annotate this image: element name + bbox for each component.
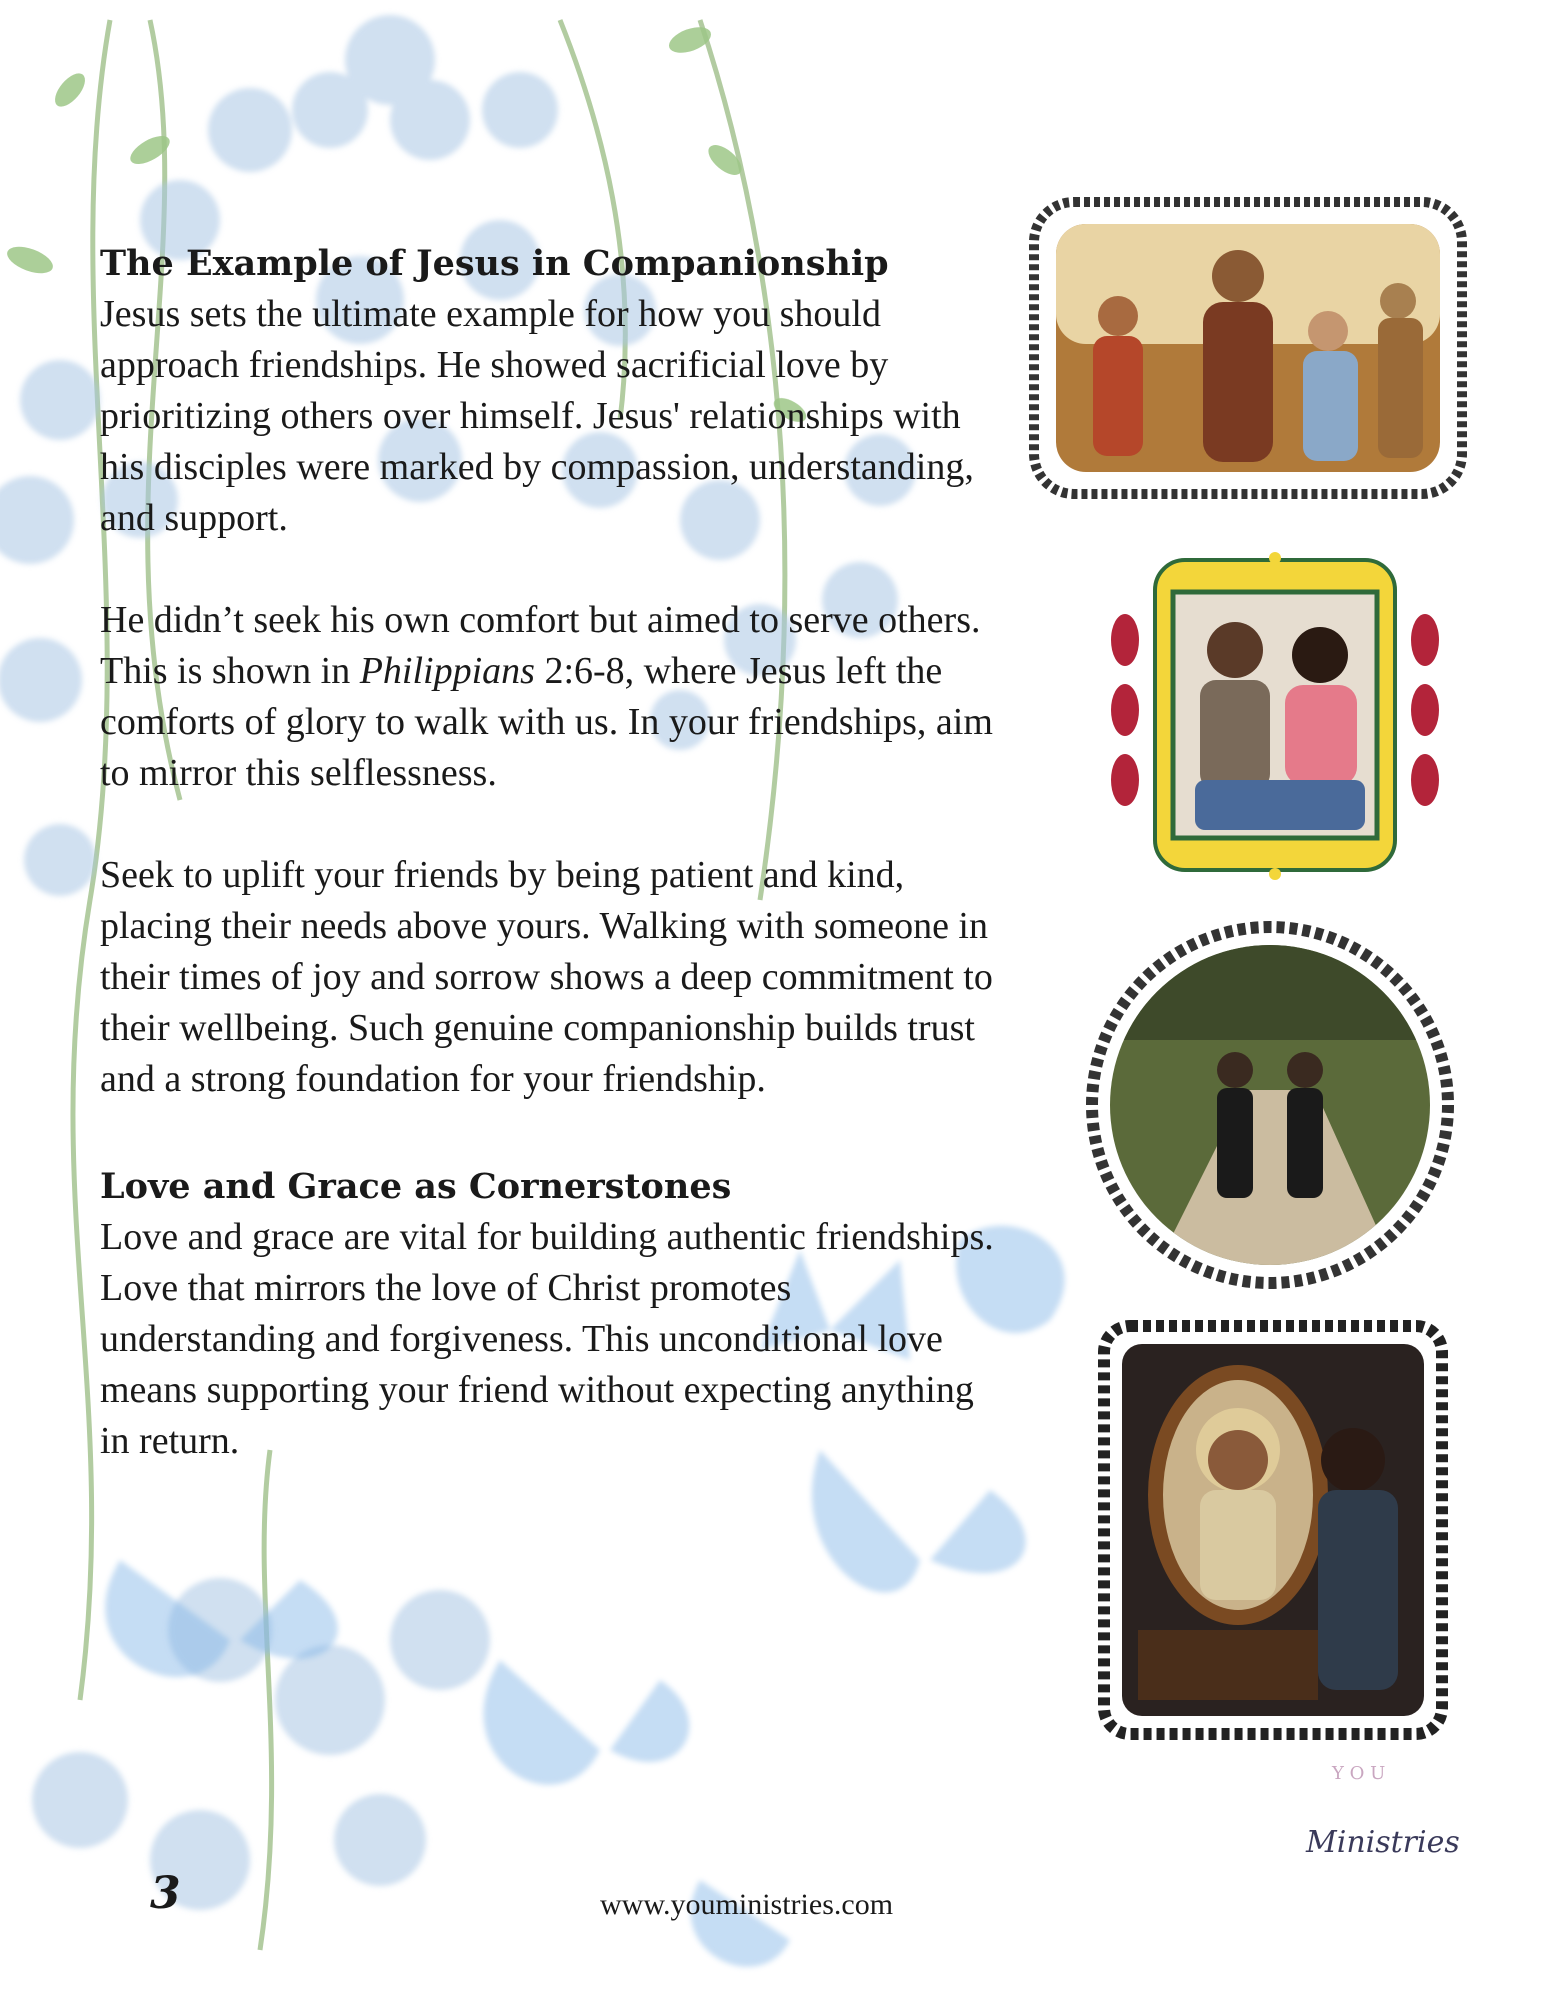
article-body (100, 238, 1000, 1467)
section-heading-jesus-example: The Example of Jesus in Companionship (100, 243, 889, 284)
scripture-reference: Philippians (359, 650, 535, 692)
jesus-mirror-image (1098, 1320, 1448, 1740)
paragraph-3: Seek to uplift your friends by being patient and kind, placing their needs above yours. Walking with someone in their times of joy and sorrow shows a deep commitment to their wellbeing. Such genuine companionship builds trust and a strong foundation for your friendship. (100, 854, 993, 1100)
paragraph-4: Love and grace are vital for building authentic friendships. Love that mirrors the love of Christ promotes understanding and forgiveness. This unconditional love means supporting your friend without expecting anything in return. (100, 1216, 994, 1462)
paragraph-1: Jesus sets the ultimate example for how you should approach friendships. He showed sacrificial love by prioritizing others over himself. Jesus' relationships with his disciples were marked by compassion, understanding, and support. (100, 293, 974, 539)
jesus-crowd-image (1028, 196, 1468, 500)
section-heading-love-grace: Love and Grace as Cornerstones (100, 1166, 732, 1207)
paragraph-2-before: He didn’t seek his own comfort but aimed to serve others. This is shown in (100, 599, 981, 692)
logo-name: Ministries (1306, 1825, 1460, 1860)
paragraph-2 (100, 595, 1000, 799)
paragraph-2-after: 2:6-8, where Jesus left the comforts of glory to walk with us. In your friendships, aim to mirror this selflessness. (100, 650, 993, 794)
footer-website-link[interactable]: www.youministries.com (600, 1888, 894, 1921)
logo-letters: Y O U (1332, 1763, 1386, 1784)
comforting-friend-image (1095, 540, 1455, 890)
page-number: 3 (150, 1868, 181, 1919)
walking-friends-image (1085, 920, 1455, 1290)
you-ministries-logo (1270, 1763, 1460, 1895)
